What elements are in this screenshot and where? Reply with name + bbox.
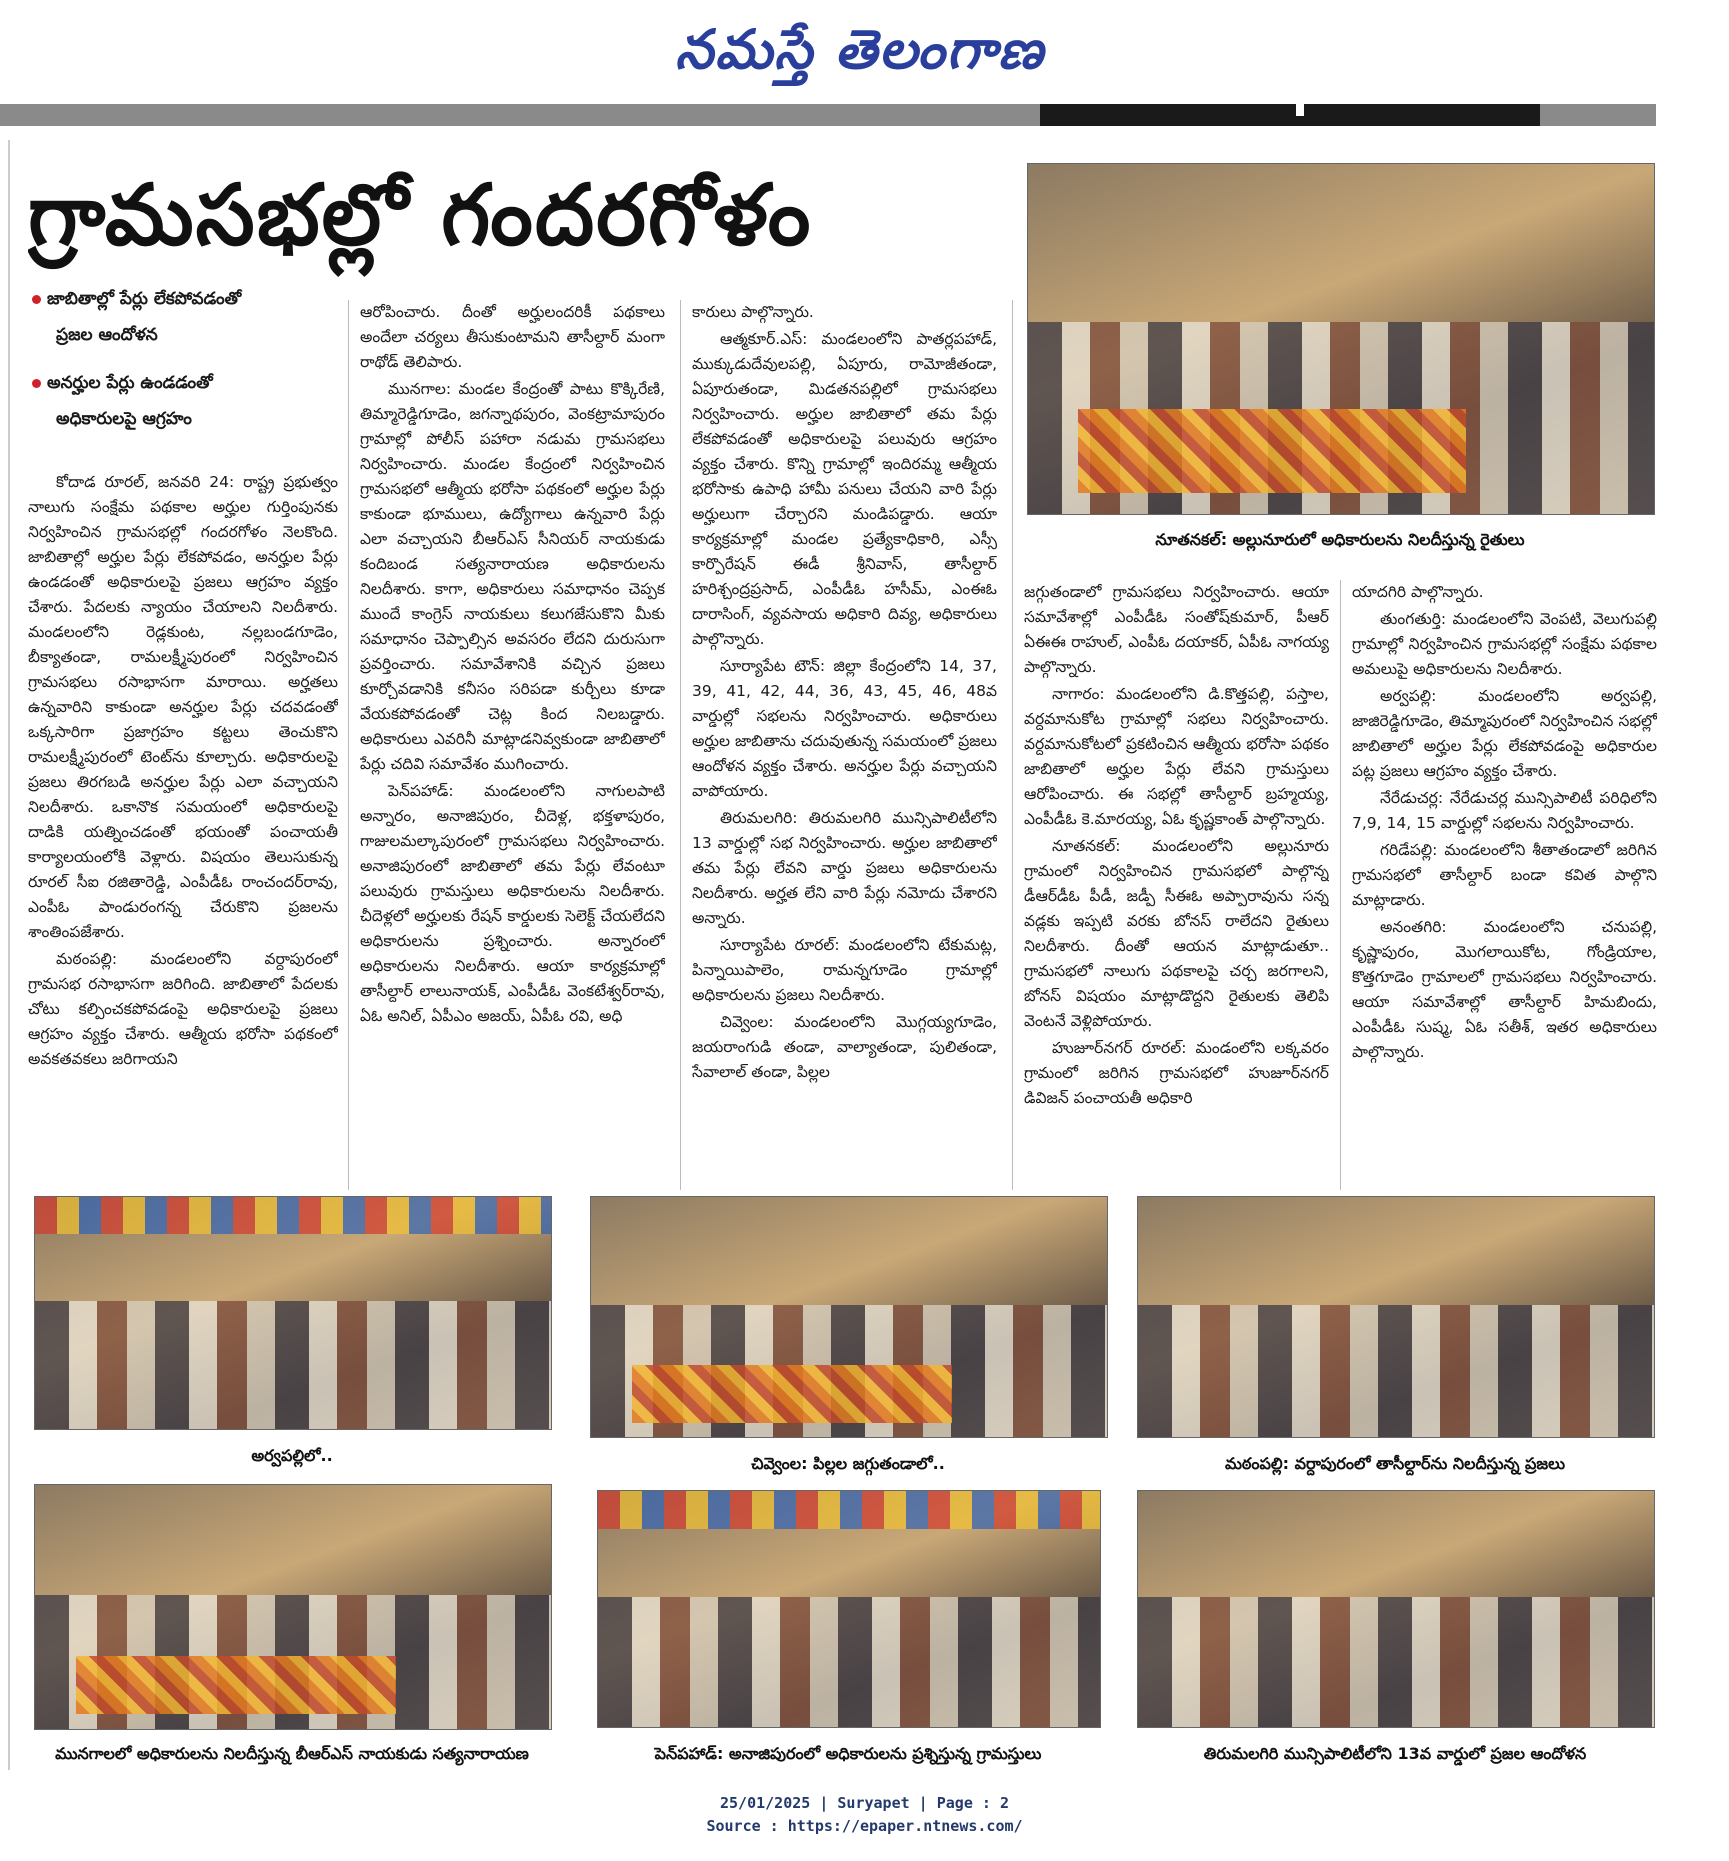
footer-source-link[interactable]: Source : https://epaper.ntnews.com/ [706, 1817, 1023, 1835]
photo-thirumalagiri [1137, 1490, 1655, 1728]
paragraph: నేరేడుచర్ల: నేరేడుచర్ల మున్సిపాలిటీ పరిధిలోని 7,9, 14, 15 వార్డుల్లో సభలను నిర్వహించారు. [1352, 789, 1657, 832]
paragraph: జగ్గుతండాలో గ్రామసభలు నిర్వహించారు. ఆయా సమావేశాల్లో ఎంపీడీఓ సంతోష్‌కుమార్‌, పీఆర్‌ ఏఈఈ రాహుల్‌, ఎంపీఓ దయాకర్‌, ఏపీఓ నాగయ్య పాల్గొన్నారు. [1024, 583, 1329, 676]
photo-caption: అర్వపల్లిలో.. [251, 1446, 333, 1465]
paragraph: ఆత్మకూర్‌.ఎస్‌: మండలంలోని పాతర్లపహాడ్‌, ముక్కుడుదేవులపల్లి, ఏపూరు, రామోజీతండా, ఏపూరుతండా, మిడతనపల్లిలో గ్రామసభలు నిర్వహించారు. అర్హుల జాబితాలో తమ పేర్లు లేకపోవడంతో అధికారులపై పలువురు ఆగ్రహం వ్యక్తం చేశారు. కొన్ని గ్రామాల్లో ఇందిరమ్మ ఆత్మీయ భరోసాకు ఉపాధి హామీ పనులు చేయని వారి పేర్లు అర్హులుగా చేర్చారని మండిపడ్డారు. ఆయా కార్యక్రమాల్లో మండల ప్రత్యేకాధికారి, ఎస్సీ కార్పొరేషన్‌ ఈడీ శ్రీనివాస్‌, తాసీల్దార్‌ హరిశ్చంద్రప్రసాద్‌, ఎంపీడీఓ హసీమ్‌, ఎంఈఓ దారాసింగ్‌, వ్యవసాయ అధికారి దివ్య, అధికారులు పాల్గొన్నారు. [692, 330, 997, 648]
paragraph: మఠంపల్లి: మండలంలోని వర్దాపురంలో గ్రామసభ రసాభాసగా జరిగింది. జాబితాలో పేదలకు చోటు కల్పించకపోవడంపై అధికారులపై ప్రజలు ఆగ్రహం వ్యక్తం చేశారు. ఆత్మీయ భరోసా పథకంలో అవకతవకలు జరిగాయని [28, 950, 338, 1068]
paragraph: సూర్యాపేట రూరల్‌: మండలంలోని టేకుమట్ల, పిన్నాయిపాలెం, రామన్నగూడెం గ్రామాల్లో అధికారులను ప్రజలు నిలదీశారు. [692, 936, 997, 1004]
photo-nuthankal [1027, 163, 1655, 515]
paragraph: గరిడేపల్లి: మండలంలోని శీతాతండాలో జరిగిన గ్రామసభలో తాసీల్దార్‌ బండా కవిత పాల్గొని మాట్లాడారు. [1352, 841, 1657, 909]
paragraph: నూతనకల్‌: మండలంలోని అల్లునూరు గ్రామంలో నిర్వహించిన గ్రామసభలో పాల్గొన్న డీఆర్‌డీఓ పీడీ, జడ్పీ సీఈఓ అప్పారావును సన్న వడ్లకు ఇప్పటి వరకు బోనస్‌ రాలేదని రైతులు నిలదీశారు. దీంతో ఆయన మాట్లాడుతూ.. గ్రామసభలో నాలుగు పథకాలపై చర్చ జరగాలని, బోనస్‌ విషయం మాట్లాడొద్దని రైతులకు తెలిపి వెంటనే వెళ్లిపోయారు. [1024, 837, 1329, 1030]
photo-caption: మునగాలలో అధికారులను నిలదీస్తున్న బీఆర్‌ఎస్‌ నాయకుడు సత్యనారాయణ [55, 1744, 529, 1763]
column-divider [1012, 300, 1013, 1190]
photo-mathampalli [1137, 1196, 1655, 1438]
bullet-dot-icon [32, 295, 41, 304]
column-divider [680, 300, 681, 1190]
paragraph: అర్వపల్లి: మండలంలోని అర్వపల్లి, జాజిరెడ్డిగూడెం, తిమ్మాపురంలో నిర్వహించిన సభల్లో జాబితాలో అర్హుల పేర్లు లేకపోవడంపై అధికారుల పట్ల ప్రజలు ఆగ్రహం వ్యక్తం చేశారు. [1352, 687, 1657, 780]
photo-caption: చివ్వెంల: పిల్లల జగ్గుతండాలో.. [751, 1454, 945, 1473]
paragraph: ఆరోపించారు. దీంతో అర్హులందరికీ పథకాలు అందేలా చర్యలు తీసుకుంటామని తాసీల్దార్‌ మంగా రాథోడ్‌ తెలిపారు. [360, 303, 665, 371]
bullet-subtext: అధికారులపై ఆగ్రహం [56, 409, 192, 429]
photo-caption: నూతనకల్‌: అల్లునూరులో అధికారులను నిలదీస్తున్న రైతులు [1155, 530, 1525, 549]
bullet-item: జాబితాల్లో పేర్లు లేకపోవడంతో [32, 288, 362, 310]
bullet-dot-icon [32, 379, 41, 388]
photo-munagala [34, 1484, 552, 1730]
page-left-rule [8, 140, 10, 1770]
article-column-4 [1024, 580, 1329, 1190]
photo-caption: మఠంపల్లి: వర్దాపురంలో తాసీల్దార్‌ను నిలదీస్తున్న ప్రజలు [1224, 1454, 1566, 1473]
paragraph: హుజూర్‌నగర్‌ రూరల్‌: మండంలోని లక్కవరం గ్రామంలో జరిగిన గ్రామసభలో హుజూర్‌నగర్‌ డివిజన్‌ పంచాయతీ అధికారి [1024, 1039, 1329, 1107]
paragraph: నాగారం: మండలంలోని డి.కొత్తపల్లి, పస్తాల, వర్దమానుకోట గ్రామాల్లో సభలు నిర్వహించారు. వర్దమానుకోటలో ప్రకటించిన ఆత్మీయ భరోసా పథకం జాబితాలో అర్హుల పేర్లు లేవని గ్రామస్తులు ఆరోపించారు. ఈ సభల్లో తాసీల్దార్‌ బ్రహ్మయ్య, ఎంపీడీఓ కె.మారయ్య, ఏఓ కృష్ణకాంత్‌ పాల్గొన్నారు. [1024, 685, 1329, 828]
paragraph: కారులు పాల్గొన్నారు. [692, 303, 814, 321]
highlight-bullets [32, 288, 362, 456]
paragraph: తిరుమలగిరి: తిరుమలగిరి మున్సిపాలిటీలోని 13 వార్డుల్లో సభ నిర్వహించారు. అర్హుల జాబితాలో తమ పేర్లు లేవని వార్డు ప్రజలు అధికారులను నిలదీశారు. అర్హత లేని వారి పేర్లు నమోదు చేశారని అన్నారు. [692, 809, 997, 927]
newspaper-logo: నమస్తే తెలంగాణ [675, 17, 1045, 81]
bullet-subtext: ప్రజల ఆందోళన [56, 325, 158, 345]
photo-arvapalli [34, 1196, 552, 1430]
article-headline: గ్రామసభల్లో గందరగోళం [28, 166, 813, 264]
paragraph: తుంగతుర్తి: మండలంలోని వెంపటి, వెలుగుపల్లి గ్రామాల్లో నిర్వహించిన గ్రామసభల్లో సంక్షేమ పథకాల అమలుపై అధికారులను నిలదీశారు. [1352, 610, 1657, 678]
masthead [0, 0, 1729, 100]
paragraph: కోదాడ రూరల్‌, జనవరి 24: రాష్ట్ర ప్రభుత్వం నాలుగు సంక్షేమ పథకాల అర్హుల గుర్తింపునకు నిర్వహించిన గ్రామసభల్లో గందరగోళం నెలకొంది. జాబితాల్లో అర్హుల పేర్లు లేకపోవడం, అనర్హుల పేర్లు ఉండడంతో అధికారులపై ప్రజలు ఆగ్రహం వ్యక్తం చేశారు. పేదలకు న్యాయం చేయాలని నిలదీశారు. మండలంలోని రెడ్లకుంట, నల్లబండగూడెం, బీక్యాతండా, రామలక్ష్మీపురంలో నిర్వహించిన గ్రామసభలు రసాభాసగా మారాయి. అర్హతలు ఉన్నవారిని కాకుండా అనర్హుల పేర్లు చదవడంతో ఒక్కసారిగా ప్రజాగ్రహం కట్టలు తెంచుకొని రామలక్ష్మీపురంలో టెంట్‌ను కూల్చారు. అధికారులపై ప్రజలు తిరగబడి అనర్హుల పేర్లు ఎలా వచ్చాయని నిలదీశారు. ఒకానొక సమయంలో అధికారులపై దాడికి యత్నించడంతో భయంతో పంచాయతీ కార్యాలయంలోకి వెళ్లారు. విషయం తెలుసుకున్న రూరల్‌ సీఐ రజితారెడ్డి, ఎంపీడీఓ రాంచందర్‌రావు, ఎంపీఓ పాండురంగన్న చేరుకొని ప్రజలను శాంతింపజేశారు. [28, 473, 338, 941]
article-column-2 [360, 300, 665, 1190]
header-rule-mark [1296, 104, 1304, 116]
column-divider [1340, 580, 1341, 1190]
photo-caption: తిరుమలగిరి మున్సిపాలిటీలోని 13వ వార్డులో ప్రజల ఆందోళన [1203, 1744, 1587, 1763]
paragraph: యాదగిరి పాల్గొన్నారు. [1352, 583, 1484, 601]
photo-chivvemla [590, 1196, 1108, 1438]
paragraph: అనంతగిరి: మండలంలోని చనుపల్లి, కృష్ణాపురం, మొగలాయికోట, గోండ్రియాల, కొత్తగూడెం గ్రామాలలో గ్రామసభలు నిర్వహించారు. ఆయా సమావేశాల్లో తాసీల్దార్‌ హిమబిందు, ఎంపీడీఓ సుష్మ, ఏఓ సతీశ్‌, ఇతర అధికారులు పాల్గొన్నారు. [1352, 918, 1657, 1061]
footer-date-line: 25/01/2025 | Suryapet | Page : 2 [720, 1794, 1009, 1812]
column-divider [348, 300, 349, 1190]
paragraph: సూర్యాపేట టౌన్‌: జిల్లా కేంద్రంలోని 14, 37, 39, 41, 42, 44, 36, 43, 45, 46, 48వ వార్డుల్లో సభలను నిర్వహించారు. అధికారులు అర్హుల జాబితాను చదువుతున్న సమయంలో ప్రజలు ఆందోళన వ్యక్తం చేశారు. అనర్హుల పేర్లు వచ్చాయని వాపోయారు. [692, 657, 997, 800]
article-column-5 [1352, 580, 1657, 1190]
article-column-1 [28, 470, 338, 1190]
article-column-3 [692, 300, 997, 1190]
paragraph: మునగాల: మండల కేంద్రంతో పాటు కొక్కిరేణి, తిమ్మారెడ్డిగూడెం, జగన్నాథపురం, వెంకట్రామాపురం గ్రామాల్లో పోలీస్‌ పహారా నడుమ గ్రామసభలు నిర్వహించారు. మండల కేంద్రంలో నిర్వహించిన గ్రామసభలో ఆత్మీయ భరోసా పథకంలో అర్హుల పేర్లు కాకుండా భూములు, ఉద్యోగాలు ఉన్నవారి పేర్లు ఎలా వచ్చాయని బీఆర్‌ఎస్‌ సీనియర్‌ నాయకుడు కందిబండ సత్యనారాయణ అధికారులను నిలదీశారు. కాగా, అధికారులు సమాధానం చెప్పక ముందే కాంగ్రెస్‌ నాయకులు కలుగజేసుకొని మీకు సమాధానం చెప్పాల్సిన అవసరం లేదని దురుసుగా ప్రవర్తించారు. సమావేశానికి వచ్చిన ప్రజలు కూర్చోవడానికి కనీసం సరిపడా కుర్చీలు కూడా వేయకపోవడంతో చెట్ల కింద నిలబడ్డారు. అధికారులు ఎవరినీ మాట్లాడనివ్వకుండా జాబితాలో పేర్లు చదివి సమావేశం ముగించారు. [360, 380, 665, 773]
photo-penpahad [597, 1490, 1101, 1728]
header-rule-dark [1040, 104, 1540, 126]
photo-caption: పెన్‌పహాడ్‌: అనాజిపురంలో అధికారులను ప్రశ్నిస్తున్న గ్రామస్తులు [654, 1744, 1042, 1763]
bullet-item: అనర్హుల పేర్లు ఉండడంతో [32, 372, 362, 394]
paragraph: పెన్‌పహాడ్‌: మండలంలోని నాగులపాటి అన్నారం, అనాజిపురం, చీదెళ్ల, భక్తళాపురం, గాజులమల్కాపురంలో గ్రామసభలు నిర్వహించారు. అనాజిపురంలో జాబితాలో తమ పేర్లు లేవంటూ పలువురు గ్రామస్తులు అధికారులను నిలదీశారు. చీదెళ్లలో అర్హులకు రేషన్‌ కార్డులకు సెలెక్ట్‌ చేయలేదని అధికారులను ప్రశ్నించారు. అన్నారంలో అధికారులను నిలదీశారు. ఆయా కార్యక్రమాల్లో తాసీల్దార్‌ లాలునాయక్‌, ఎంపీడీఓ వెంకటేశ్వర్‌రావు, ఏఓ అనిల్‌, ఏపీఎం అజయ్‌, ఏపీఓ రవి, అధి [360, 782, 665, 1025]
paragraph: చివ్వెంల: మండలంలోని మొగ్గయ్యగూడెం, జయరాంగుడి తండా, వాల్యాతండా, పులితండా, సేవాలాల్‌ తండా, పిల్లల [692, 1013, 997, 1081]
